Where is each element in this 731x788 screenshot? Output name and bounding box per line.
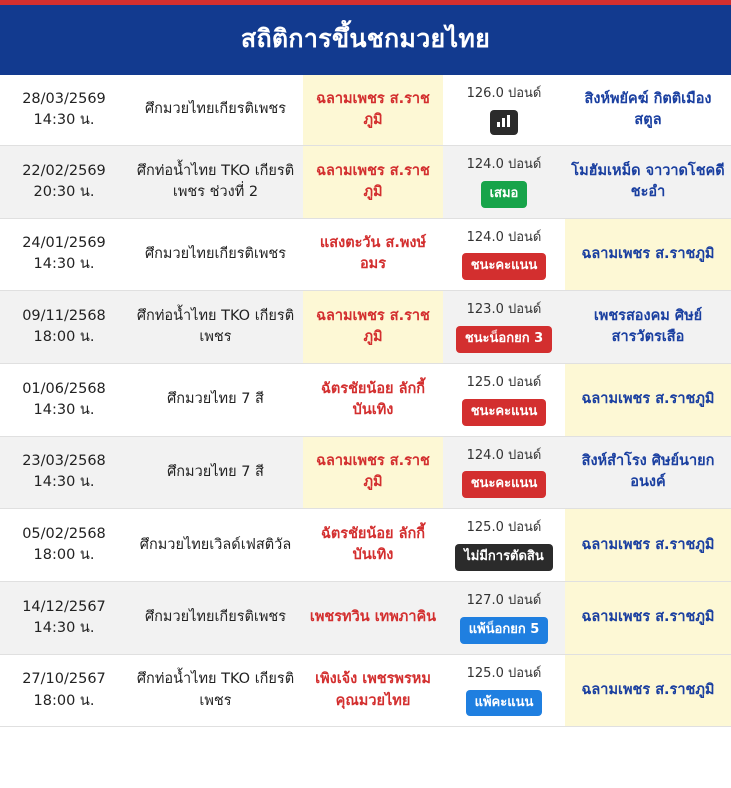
status-badge: ไม่มีการตัดสิน bbox=[455, 544, 553, 571]
fight-date-cell bbox=[0, 363, 128, 436]
fight-date-cell bbox=[0, 145, 128, 218]
fight-date-cell bbox=[0, 291, 128, 364]
table-row[interactable] bbox=[0, 218, 731, 291]
fight-date: 24/01/2569 bbox=[22, 235, 106, 252]
status-badge: ชนะคะแนน bbox=[462, 399, 547, 426]
weight-label: 125.0 ปอนด์ bbox=[466, 665, 542, 681]
table-row[interactable] bbox=[0, 145, 731, 218]
bar-chart-glyph bbox=[497, 115, 511, 127]
event-name-cell: ศึกท่อน้ำไทย TKO เกียรติเพชร bbox=[128, 291, 303, 364]
status-badge: ชนะคะแนน bbox=[462, 471, 547, 498]
weight-label: 127.0 ปอนด์ bbox=[466, 592, 542, 608]
opponent-name-cell[interactable]: ฉลามเพชร ส.ราชภูมิ bbox=[565, 581, 731, 654]
opponent-name-cell[interactable]: ฉลามเพชร ส.ราชภูมิ bbox=[565, 218, 731, 291]
status-badge: แพ้น็อกยก 5 bbox=[460, 617, 549, 644]
fight-stats-table bbox=[0, 75, 731, 727]
fight-date-cell bbox=[0, 75, 128, 145]
fighter-name-cell[interactable]: เพชรทวิน เทพภาคิน bbox=[303, 581, 443, 654]
result-cell bbox=[443, 291, 565, 364]
fight-time: 14:30 น. bbox=[33, 111, 95, 128]
table-row[interactable] bbox=[0, 436, 731, 509]
weight-label: 125.0 ปอนด์ bbox=[466, 520, 542, 536]
fight-date: 09/11/2568 bbox=[22, 308, 106, 325]
fight-time: 18:00 น. bbox=[33, 692, 95, 709]
result-cell bbox=[443, 145, 565, 218]
fight-date: 14/12/2567 bbox=[22, 598, 106, 615]
table-row[interactable] bbox=[0, 581, 731, 654]
fight-time: 18:00 น. bbox=[33, 329, 95, 346]
result-cell bbox=[443, 363, 565, 436]
opponent-name-cell[interactable]: โมฮัมเหม็ด จาวาดโชคดีชะอำ bbox=[565, 145, 731, 218]
status-badge: แพ้คะแนน bbox=[466, 690, 543, 717]
fighter-name-cell[interactable]: เพิงเจ้ง เพชรพรหมคุณมวยไทย bbox=[303, 654, 443, 727]
table-row[interactable] bbox=[0, 654, 731, 727]
fighter-name-cell[interactable]: ฉลามเพชร ส.ราชภูมิ bbox=[303, 145, 443, 218]
event-name-cell: ศึกท่อน้ำไทย TKO เกียรติเพชร bbox=[128, 654, 303, 727]
result-cell bbox=[443, 75, 565, 145]
event-name-cell: ศึกมวยไทยเกียรติเพชร bbox=[128, 581, 303, 654]
fight-time: 20:30 น. bbox=[33, 183, 95, 200]
fight-time: 18:00 น. bbox=[33, 547, 95, 564]
event-name-cell: ศึกท่อน้ำไทย TKO เกียรติเพชร ช่วงที่ 2 bbox=[128, 145, 303, 218]
fight-date-cell bbox=[0, 654, 128, 727]
weight-label: 123.0 ปอนด์ bbox=[466, 302, 542, 318]
table-row[interactable] bbox=[0, 509, 731, 582]
weight-label: 124.0 ปอนด์ bbox=[466, 229, 542, 245]
status-badge: เสมอ bbox=[481, 181, 528, 208]
fight-date: 28/03/2569 bbox=[22, 90, 106, 107]
opponent-name-cell[interactable]: ฉลามเพชร ส.ราชภูมิ bbox=[565, 509, 731, 582]
table-row[interactable] bbox=[0, 291, 731, 364]
opponent-name-cell[interactable]: เพชรสองคม ศิษย์สารวัตรเสือ bbox=[565, 291, 731, 364]
fighter-name-cell[interactable]: ฉลามเพชร ส.ราชภูมิ bbox=[303, 75, 443, 145]
result-cell bbox=[443, 509, 565, 582]
fight-date-cell bbox=[0, 509, 128, 582]
fight-date-cell bbox=[0, 581, 128, 654]
fighter-name-cell[interactable]: แสงตะวัน ส.พงษ์อมร bbox=[303, 218, 443, 291]
status-badge: ชนะคะแนน bbox=[462, 253, 547, 280]
result-cell bbox=[443, 581, 565, 654]
opponent-name-cell[interactable]: ฉลามเพชร ส.ราชภูมิ bbox=[565, 363, 731, 436]
fight-time: 14:30 น. bbox=[33, 256, 95, 273]
fighter-name-cell[interactable]: ฉัตรชัยน้อย ลักกี้บันเทิง bbox=[303, 363, 443, 436]
event-name-cell: ศึกมวยไทย 7 สี bbox=[128, 436, 303, 509]
fight-date: 23/03/2568 bbox=[22, 453, 106, 470]
opponent-name-cell[interactable]: สิงห์พยัคฆ์ กิตติเมืองสตูล bbox=[565, 75, 731, 145]
fight-time: 14:30 น. bbox=[33, 401, 95, 418]
fight-date-cell bbox=[0, 436, 128, 509]
fight-date: 22/02/2569 bbox=[22, 162, 106, 179]
result-cell bbox=[443, 218, 565, 291]
fight-date: 27/10/2567 bbox=[22, 671, 106, 688]
opponent-name-cell[interactable]: สิงห์สำโรง ศิษย์นายกอนงค์ bbox=[565, 436, 731, 509]
fighter-name-cell[interactable]: ฉลามเพชร ส.ราชภูมิ bbox=[303, 436, 443, 509]
result-cell bbox=[443, 436, 565, 509]
bar-chart-icon bbox=[490, 110, 518, 135]
event-name-cell: ศึกมวยไทยเกียรติเพชร bbox=[128, 218, 303, 291]
opponent-name-cell[interactable]: ฉลามเพชร ส.ราชภูมิ bbox=[565, 654, 731, 727]
status-badge: ชนะน็อกยก 3 bbox=[456, 326, 552, 353]
fighter-name-cell[interactable]: ฉลามเพชร ส.ราชภูมิ bbox=[303, 291, 443, 364]
result-cell bbox=[443, 654, 565, 727]
fighter-name-cell[interactable]: ฉัตรชัยน้อย ลักกี้บันเทิง bbox=[303, 509, 443, 582]
table-row[interactable] bbox=[0, 75, 731, 145]
fight-date: 05/02/2568 bbox=[22, 526, 106, 543]
event-name-cell: ศึกมวยไทย 7 สี bbox=[128, 363, 303, 436]
weight-label: 126.0 ปอนด์ bbox=[466, 86, 542, 101]
event-name-cell: ศึกมวยไทยเวิลด์เฟสติวัล bbox=[128, 509, 303, 582]
event-name-cell: ศึกมวยไทยเกียรติเพชร bbox=[128, 75, 303, 145]
page-title: สถิติการขึ้นชกมวยไทย bbox=[0, 5, 731, 75]
fight-time: 14:30 น. bbox=[33, 619, 95, 636]
fight-time: 14:30 น. bbox=[33, 474, 95, 491]
weight-label: 124.0 ปอนด์ bbox=[466, 447, 542, 463]
fight-stats-body bbox=[0, 75, 731, 727]
weight-label: 124.0 ปอนด์ bbox=[466, 156, 542, 172]
weight-label: 125.0 ปอนด์ bbox=[466, 374, 542, 390]
fight-date-cell bbox=[0, 218, 128, 291]
fight-date: 01/06/2568 bbox=[22, 380, 106, 397]
table-row[interactable] bbox=[0, 363, 731, 436]
